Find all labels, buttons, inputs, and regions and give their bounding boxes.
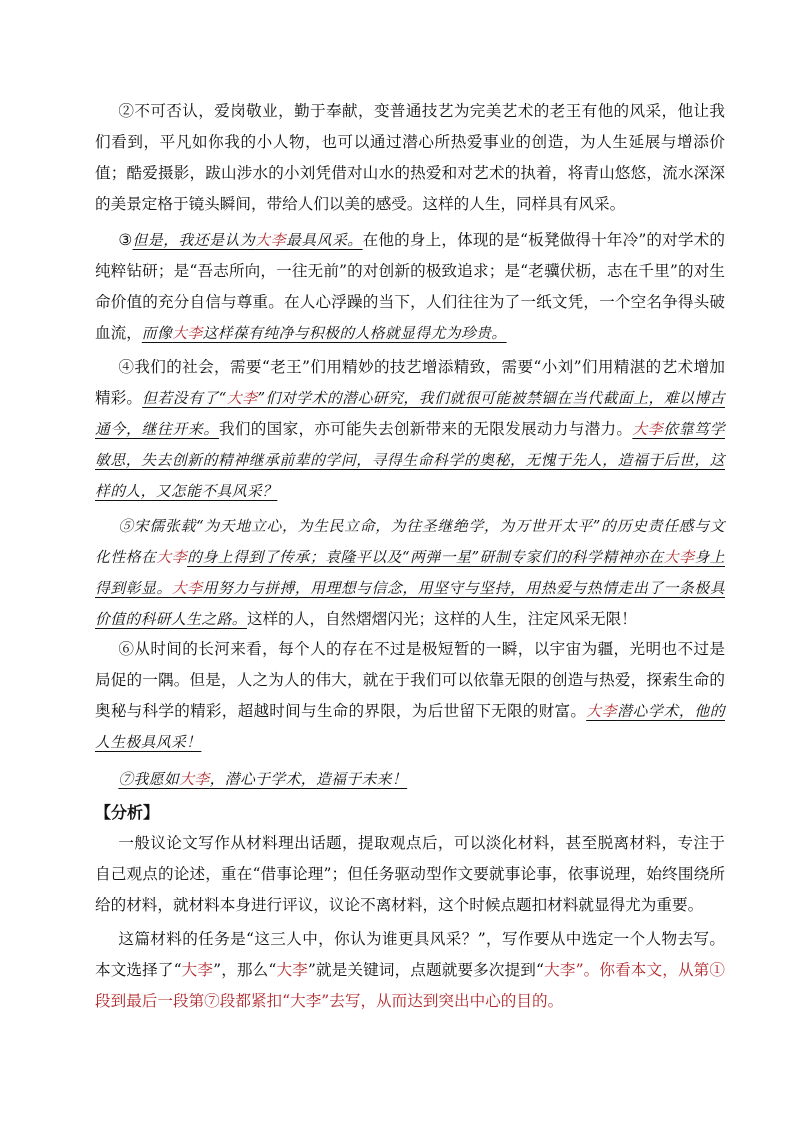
sentence-text-end: 的身上得到了传承； (187, 549, 326, 566)
keyword-dali: 大李 (179, 771, 210, 788)
paragraph-4 (95, 352, 725, 507)
analysis-paragraph-1: 一般议论文写作从材料理出话题，提取观点后，可以淡化材料，甚至脱离材料，专注于自己观点的论述，重在“借事论理”；但任务驱动型作文要就事论事，依事说理，始终围绕所给的材料，就材料本身进行评议，议论不离材料，这个时候点题扣材料就显得尤为重要。 (95, 834, 725, 914)
paragraph-6 (95, 634, 725, 758)
para3-claim (133, 232, 363, 249)
paragraph-5 (95, 511, 725, 635)
conclusion-text-end: 这样葆有纯净与积极的人格就显得尤为珍贵。 (202, 325, 507, 342)
paragraph-7 (95, 764, 725, 795)
keyword-dali: 大李 (172, 325, 203, 342)
sentence-text: 用努力与拼搏，用理想与信念，用坚守与坚持，用热爱与热情走出了一条极具价值的科研人生之路。 (95, 580, 725, 628)
sentence-text: 依靠笃学敏思，失去创新的精神继承前辈的学问，寻得生命科学的奥秘，无愧于先人，造福于后世，这样的人，又怎能不具风采？ (95, 421, 725, 500)
keyword-dali: 大李 (632, 421, 664, 438)
sentence-text: ⑦我愿如 (118, 771, 180, 788)
analysis-conclusion: ”。你看本文，从第①段到最后一段第⑦段都紧扣“大李”去写，从而达到突出中心的目的。 (95, 961, 725, 1010)
para6-sentence-1: ⑥从时间的长河来看，每个人的存在不过是极短暂的一瞬，以宇宙为疆，光明也不过是局促的一隅。但是，人之为人的伟大，就在于我们可以依靠无限的创造与热爱，探索生命的奥秘与科学的精彩，超越时间与生命的界限，为后世留下无限的财富。 (95, 640, 725, 720)
keyword-dali: 大李 (226, 390, 258, 407)
analysis-text: ”就是关键词，点题就要多次提到“ (307, 961, 544, 979)
sentence-text-end: 身上得到彰显。 (95, 549, 725, 597)
conclusion-text: 而像 (141, 325, 173, 342)
sentence-text-end: ，潜心于学术，造福于未来！ (209, 771, 408, 788)
para5-sentence-4: 这样的人，自然熠熠闪光；这样的人生，注定风采无限！ (246, 610, 637, 628)
keyword-dali: 大李 (544, 961, 576, 979)
analysis-paragraph-2 (95, 924, 725, 1017)
sentence-text: ⑤宋儒张载“为天地立心，为生民立命，为往圣继绝学，为万世开太平”的历史责任感与文化性格在 (95, 518, 725, 566)
sentence-text-end: ”们对学术的潜心研究，我们就很可能被禁锢在当代截面上，难以博古通今，继往开来。 (95, 390, 725, 438)
keyword-dali: 大李 (586, 703, 618, 720)
sentence-text: 潜心学术，他的人生极具风采！ (95, 703, 725, 751)
paragraph-3 (95, 225, 725, 349)
keyword-dali: 大李 (255, 232, 286, 249)
analysis-text: 这篇材料的任务是“这三人中，你认为谁更具风采？”，写作要从中选定一个人物去写。本文选择了“ (95, 930, 725, 979)
para4-sentence-1: ④我们的社会，需要“老王”们用精妙的技艺增添精致，需要“小刘”们用精湛的艺术增加精彩。 (95, 358, 725, 407)
paragraph-2: ②不可否认，爱岗敬业，勤于奉献，变普通技艺为完美艺术的老王有他的风采，他让我们看到，平凡如你我的小人物，也可以通过潜心所热爱事业的创造，为人生延展与增添价值；酷爱摄影，跋山涉水的小刘凭借对山水的热爱和对艺术的执着，将青山悠悠，流水深深的美景定格于镜头瞬间，带给人们以美的感受。这样的人生，同样具有风采。 (95, 102, 725, 213)
para3-conclusion (142, 325, 507, 342)
sentence-text: 但若没有了“ (142, 390, 227, 407)
analysis-text: ”，那么“ (213, 961, 277, 979)
analysis-heading: 【分析】 (95, 803, 160, 822)
keyword-dali: 大李 (156, 549, 188, 566)
keyword-dali: 大李 (276, 961, 308, 979)
para3-body: 在他的身上，体现的是“板凳做得十年冷”的对学术的纯粹钻研；是“吾志所向，一往无前”的对创新的极致追求；是“老骥伏枥，志在千里”的对生命价值的充分自信与尊重。在人心浮躁的当下，人们往往为了一纸文凭，一个空名争得头破血流， (95, 231, 725, 342)
claim-text-end: 最具风采。 (285, 232, 363, 249)
para7-sentence (118, 771, 407, 788)
sentence-text: 袁隆平以及“两弹一星”研制专家们的科学精神亦在 (325, 549, 664, 566)
keyword-dali: 大李 (663, 549, 695, 566)
keyword-dali: 大李 (181, 961, 214, 979)
para3-number: ③ (118, 231, 133, 249)
keyword-dali: 大李 (171, 580, 203, 597)
claim-text: 但是，我还是认为 (132, 232, 256, 249)
para4-sentence-3: 我们的国家，亦可能失去创新带来的无限发展动力与潜力。 (219, 420, 633, 438)
